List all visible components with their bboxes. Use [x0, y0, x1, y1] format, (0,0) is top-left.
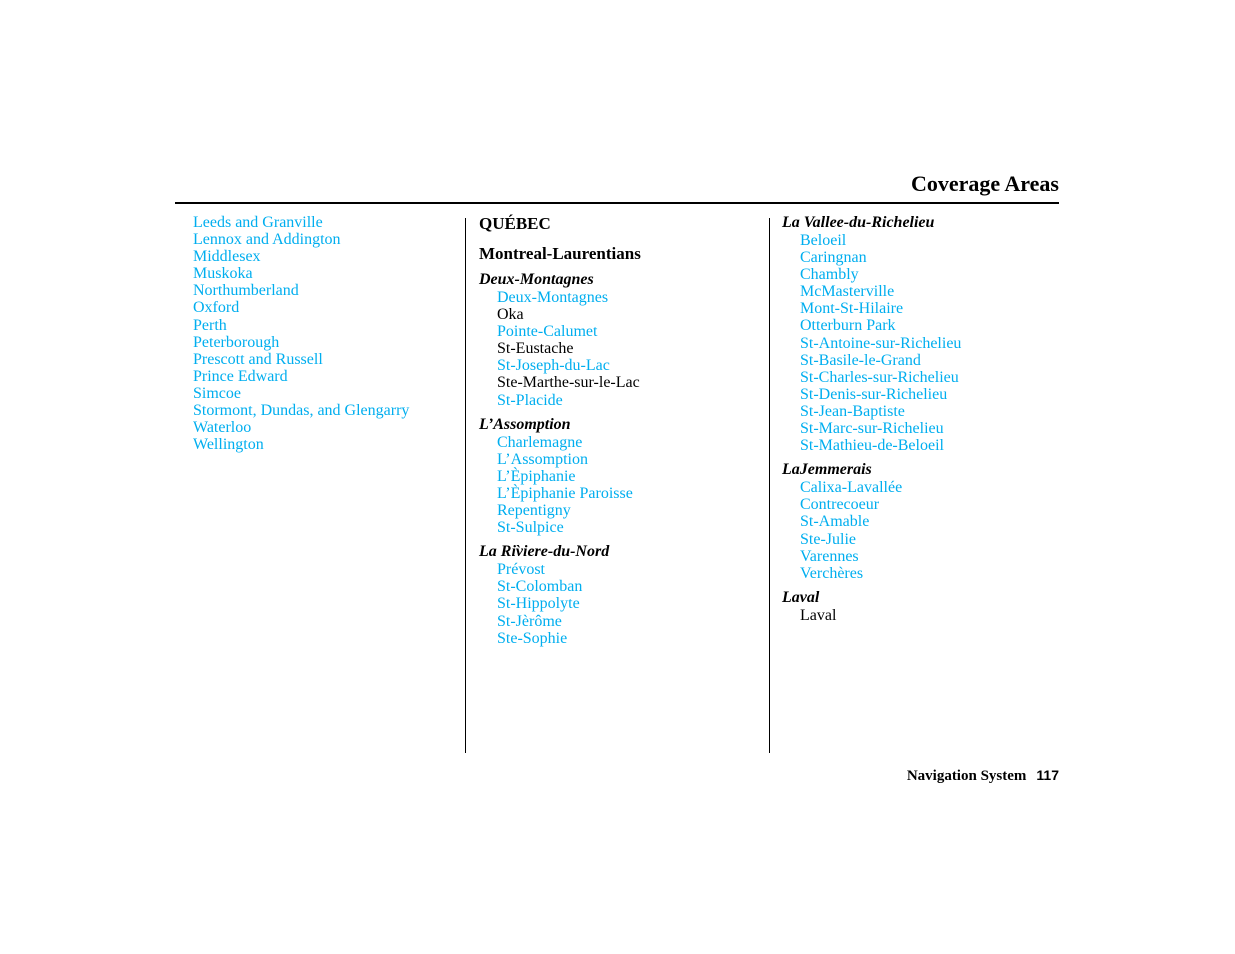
column-divider [465, 218, 466, 753]
list-item[interactable]: Chambly [800, 266, 859, 284]
province-heading: QUÉBEC [479, 214, 551, 233]
region-heading: Montreal-Laurentians [479, 244, 641, 263]
list-item[interactable]: Ste-Sophie [497, 629, 568, 647]
list-item: St-Eustache [497, 340, 574, 358]
group-heading: Deux-Montagnes [479, 271, 594, 288]
list-item[interactable]: Verchères [800, 564, 864, 582]
list-item[interactable]: Contrecoeur [800, 496, 880, 514]
list-item[interactable]: St-Jean-Baptiste [800, 402, 905, 420]
list-item: Laval [800, 606, 837, 624]
page-number: 117 [1036, 767, 1059, 783]
column-ontario-counties [193, 214, 461, 453]
list-item: Ste-Marthe-sur-le-Lac [497, 374, 640, 392]
list-item[interactable]: Mont-St-Hilaire [800, 300, 904, 318]
list-item[interactable]: Waterloo [193, 419, 252, 437]
list-item[interactable]: Charlemagne [497, 433, 583, 451]
list-item[interactable]: Wellington [193, 436, 264, 454]
list-item: Oka [497, 306, 524, 324]
list-item[interactable]: Pointe-Calumet [497, 323, 598, 341]
list-item[interactable]: Muskoka [193, 265, 253, 283]
list-item[interactable]: Simcoe [193, 384, 241, 402]
list-item[interactable]: L’Assomption [497, 450, 588, 468]
list-item[interactable]: St-Joseph-du-Lac [497, 357, 610, 375]
county-list [193, 214, 461, 453]
group-list [479, 289, 764, 409]
list-item[interactable]: St-Colomban [497, 578, 583, 596]
group-list [479, 561, 764, 646]
group-heading: L’Assomption [479, 415, 571, 433]
list-item[interactable]: St-Jèrôme [497, 612, 562, 630]
list-item[interactable]: Repentigny [497, 502, 571, 520]
list-item[interactable]: Calixa-Lavallée [800, 479, 903, 497]
group-list [782, 479, 1059, 582]
list-item[interactable]: Stormont, Dundas, and Glengarry [193, 402, 410, 420]
title-rule [175, 202, 1059, 204]
list-item[interactable]: McMasterville [800, 283, 895, 301]
list-item[interactable]: Peterborough [193, 333, 280, 351]
list-item[interactable]: St-Marc-sur-Richelieu [800, 420, 944, 438]
list-item[interactable]: St-Charles-sur-Richelieu [800, 368, 959, 386]
list-item[interactable]: St-Basile-le-Grand [800, 351, 921, 369]
list-item[interactable]: Prince Edward [193, 367, 288, 385]
group-list [782, 607, 1059, 624]
page-footer [907, 766, 1059, 785]
list-item[interactable]: Leeds and Granville [193, 214, 323, 231]
column-quebec-continued [782, 214, 1059, 624]
list-item[interactable]: St-Mathieu-de-Beloeil [800, 437, 944, 455]
list-item[interactable]: Northumberland [193, 282, 299, 300]
list-item[interactable]: Lennox and Addington [193, 231, 341, 249]
list-item[interactable]: Middlesex [193, 248, 261, 266]
footer-label: Navigation System [906, 768, 1027, 784]
list-item[interactable]: L’Èpiphanie [497, 467, 576, 485]
list-item[interactable]: Varennes [800, 547, 859, 565]
list-item[interactable]: St-Antoine-sur-Richelieu [800, 334, 962, 352]
list-item[interactable]: Perth [193, 316, 227, 334]
list-item[interactable]: St-Denis-sur-Richelieu [800, 385, 948, 403]
list-item[interactable]: Beloeil [800, 232, 847, 249]
group-list [479, 434, 764, 537]
list-item[interactable]: St-Amable [800, 513, 870, 531]
group-list [782, 232, 1059, 454]
column-divider [769, 218, 770, 753]
list-item[interactable]: Otterburn Park [800, 317, 896, 335]
list-item[interactable]: Caringnan [800, 249, 867, 267]
group-heading: La Vallee-du-Richelieu [782, 214, 935, 231]
list-item[interactable]: St-Sulpice [497, 519, 564, 537]
list-item[interactable]: Oxford [193, 299, 240, 317]
list-item[interactable]: Ste-Julie [800, 530, 856, 548]
list-item[interactable]: St-Hippolyte [497, 595, 580, 613]
column-quebec-montreal-laurentians [479, 214, 764, 647]
page-title: Coverage Areas [910, 171, 1059, 196]
group-heading: Laval [782, 588, 820, 606]
list-item[interactable]: Prescott and Russell [193, 350, 323, 368]
list-item[interactable]: Prévost [497, 561, 545, 579]
group-heading: La Riv̀iere-du-Nord [479, 543, 610, 561]
list-item[interactable]: Deux-Montagnes [497, 289, 609, 306]
list-item[interactable]: St-Placide [497, 391, 563, 409]
group-heading: LaJemmerais [782, 461, 872, 479]
list-item[interactable]: L’Èpiphanie Paroisse [497, 484, 633, 502]
